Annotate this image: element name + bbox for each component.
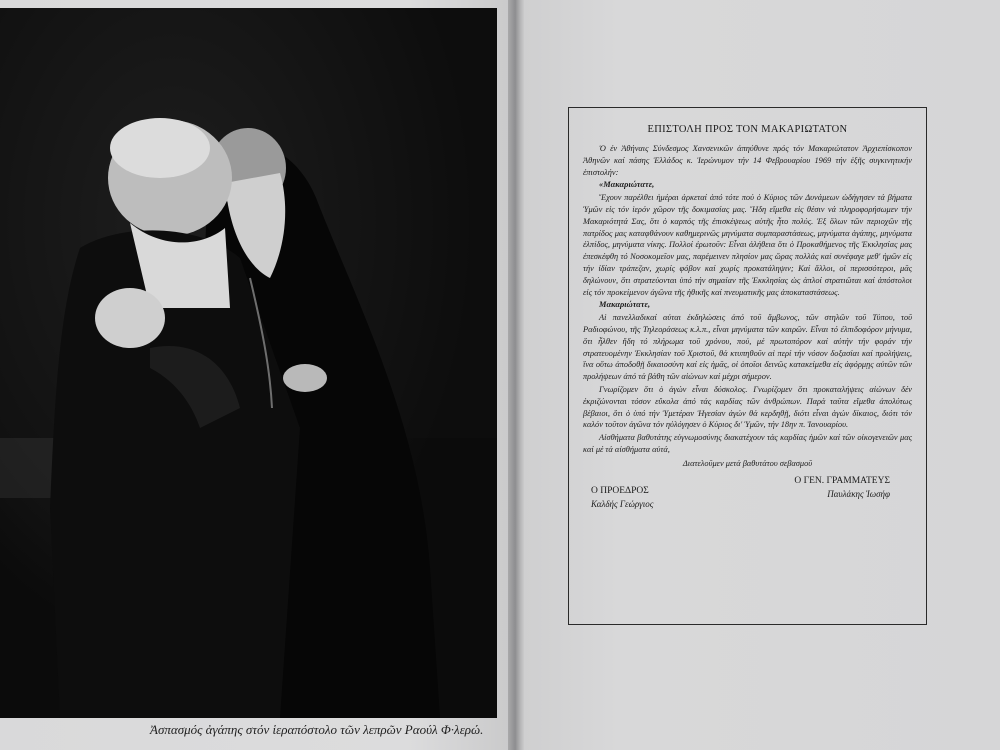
letter-title: ΕΠΙΣΤΟΛΗ ΠΡΟΣ ΤΟΝ ΜΑΚΑΡΙΩΤΑΤΟΝ <box>647 124 848 135</box>
letter-body <box>583 143 912 470</box>
signature-block <box>583 476 912 538</box>
president-role: Ο ΠΡΟΕΔΡΟΣ <box>591 485 649 496</box>
right-page <box>524 0 1000 750</box>
president-name: Καλδής Γεώργιος <box>591 498 654 509</box>
secretary-name: Παυλάκης Ἰωσήφ <box>827 488 890 499</box>
secretary-role: Ο ΓΕΝ. ΓΡΑΜΜΑΤΕΥΣ <box>794 475 890 486</box>
photo-image <box>0 8 497 718</box>
letter-paragraph: Αἱ πανελλαδικαί αὐται ἐκδηλώσεις ἀπό τοῦ ἄμβωνος, τῶν στηλῶν τοῦ Τύπου, τοῦ Ραδιοφώνου, τῆς Τηλεοράσεως κ.λ.π., εἶναι μηνύματα τῶν καιρῶν. Εἶναι τό ἐλπιδοφόρον μήνυμα, ὅτι ἦλθεν ἤδη τό πλήρωμα τοῦ χρόνου, πού, μέ πρωτοπόρον καί αὐτήν τήν φοράν τήν στρατευομένην Ἐκκλησίαν τοῦ Χριστοῦ, θά κτυπηθοῦν αἱ περί τήν νόσον δοξασίαι καί προλήψεις, ἵνα οὕτω ἀποδοθῇ δικαιοσύνη καί εἰς ἡμᾶς, οἱ ὁποῖοι δεινῶς κατακείμεθα εἰς ἀφόρμῃς αὐτῶν τῶν προλήψεων ἀπό τά βάθη τῶν αἰώνων καί μέχρι σήμερον. <box>583 313 912 382</box>
letter-closing: Διατελοῦμεν μετά βαθυτάτου σεβασμοῦ <box>682 458 813 468</box>
photo-caption: Ἀσπασμός ἀγάπης στόν ἱεραπόστολο τῶν λεπρῶν Ραούλ Φ·λερώ. <box>150 722 484 737</box>
letter-paragraph: Αἰσθήματα βαθυτάτης εὐγνωμοσύνης διακατέχουν τάς καρδίας ἡμῶν καί τῶν οἰκογενειῶν μας καί μέ τά αἰσθήματα αὐτά, <box>583 433 912 454</box>
letter-salutation: Μακαριώτατε, <box>599 300 651 310</box>
photograph-embrace <box>0 8 497 718</box>
letter-paragraph: Ἔχουν παρέλθει ἡμέραι ἀρκεταί ἀπό τότε πού ὁ Κύριος τῶν Δυνάμεων ὡδήγησεν τά βήματα Ὑμῶν εἰς τόν ἱερόν χῶρον τῆς δοκιμασίας μας. Ἤδη εἴμεθα εἰς θέσιν νά πληροφορήσωμεν τήν Μακαριότητά Σας, ὅτι ὁ καρπός τῆς ἐπισκέψεως αὐτῆς ἦτο πολύς. Ἐξ ὅλων τῶν περιοχῶν τῆς πατρίδος μας καταφθάνουν καθημερινῶς μηνύματα συμπαραστάσεως, μηνύματα ἀγάπης, μηνύματα ἐλπίδος, μηνύματα νίκης. Πολλοί ἐρωτοῦν: Εἶναι ἀλήθεια ὅτι ὁ Προκαθήμενος τῆς Ἐκκλησίας μας ἐπεσκέφθη τό Νοσοκομεῖον μας, παρέμεινεν πλησίον μας ὥρας πολλάς καί συνέφαγε μεθ' ἡμῶν εἰς τήν ἰδίαν τράπεζαν, χωρίς φόβον καί χωρίς προκατάληψιν; Καί ἄλλοι, οἱ περισσότεροι, μᾶς δηλώνουν, ὅτι στρατεύονται ὑπό τήν σημαίαν τῆς Ἐκκλησίας ὡς ἁπλοί στρατιῶται καί ἀπόστολοι εἰς τόν προκείμενον ἀγῶνα τῆς ἠθικῆς καί πνευματικῆς μας ἀποκαταστάσεως. <box>583 193 912 297</box>
letter-frame <box>568 107 927 625</box>
letter-intro: Ὁ ἐν Ἀθήναις Σύνδεσμος Χανσενικῶν ἀπηύθυνε πρός τόν Μακαριώτατον Ἀρχιεπίσκοπον Ἀθηνῶν καί πάσης Ἑλλάδος κ. Ἱερώνυμον τήν 14 Φεβρουαρίου 1969 τήν ἑξῆς συγκινητικήν ἐπιστολήν: <box>583 144 912 177</box>
president-signature <box>591 486 653 509</box>
secretary-signature <box>794 476 890 499</box>
letter-salutation: «Μακαριώτατε, <box>599 180 655 190</box>
letter-paragraph: Γνωρίζομεν ὅτι ὁ ἀγών εἶναι δύσκολος. Γνωρίζομεν ὅτι προκαταλήψεις αἰώνων δέν ἐκριζώνονται τόσον εὔκολα ἀπό τάς καρδίας τῶν ἀνθρώπων. Παρά ταῦτα εἴμεθα ἀπολύτως βέβαιοι, ὅτι ὁ ὑπό τήν Ὑμετέραν Ἡγεσίαν ἀγών θά κερδηθῇ, διότι εἶναι ἀγών δίκαιος, διότι τόν καλόν τοῦτον ἀγῶνα τόν ηὐλόγησεν ὁ Κύριος δι' Ὑμῶν, τήν 18ην π. Ἰανουαρίου. <box>583 384 912 430</box>
